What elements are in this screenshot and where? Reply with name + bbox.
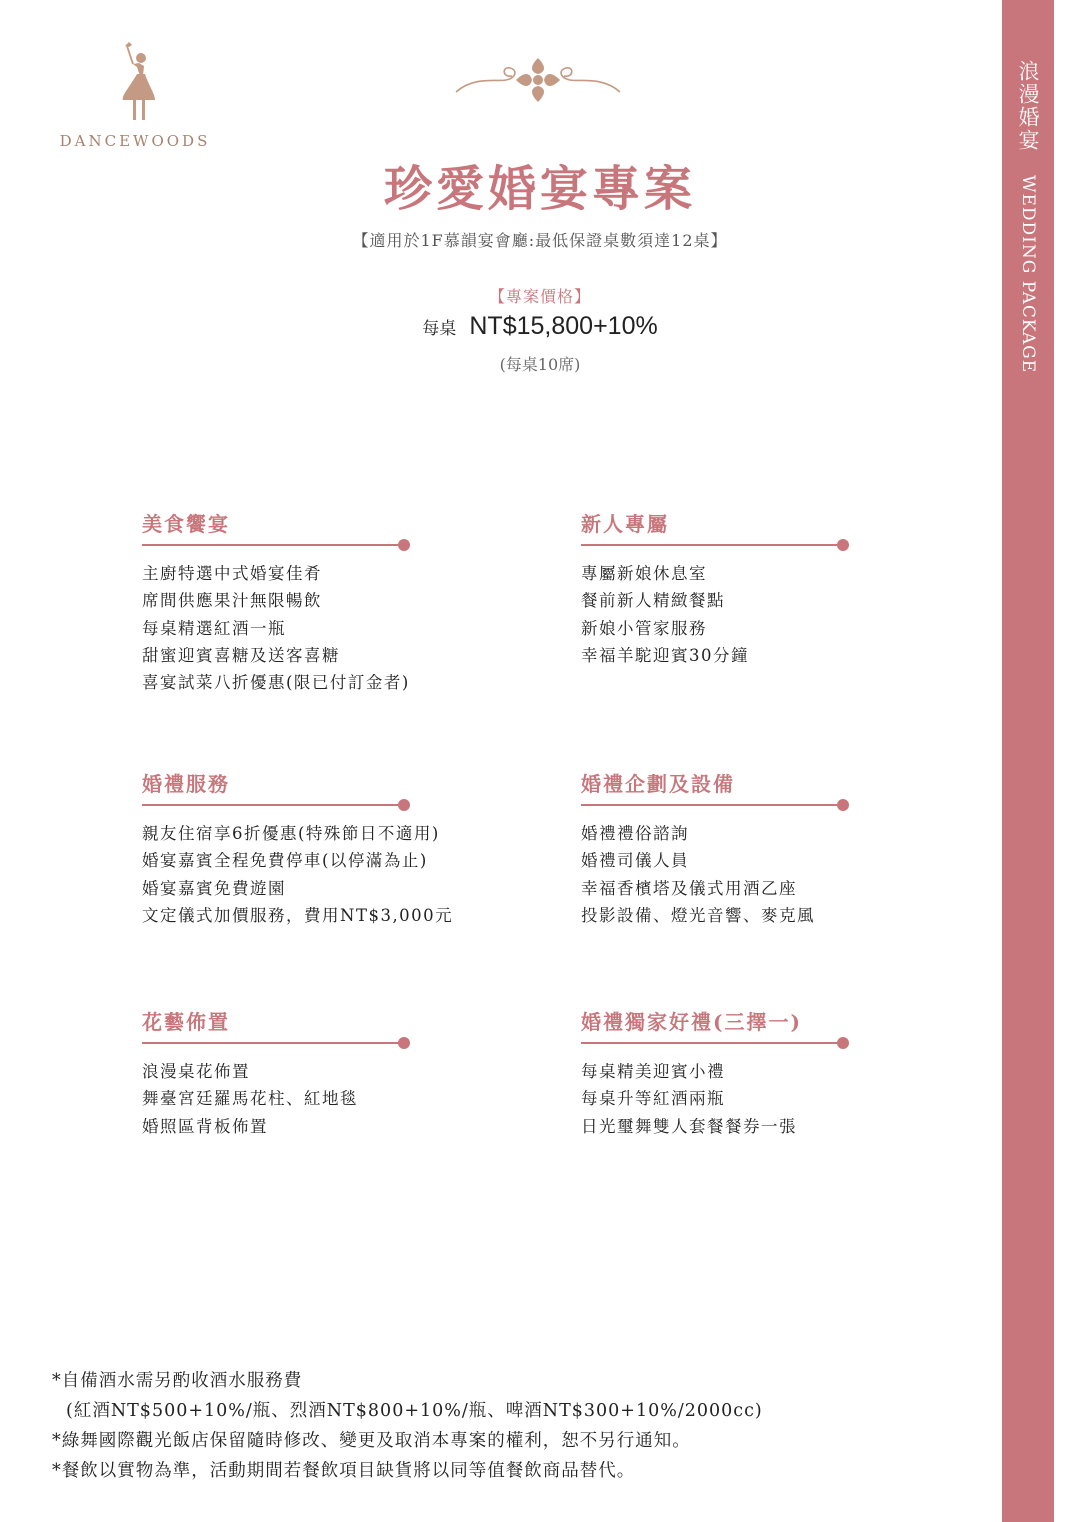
footnote: *自備酒水需另酌收酒水服務費	[52, 1371, 303, 1391]
section-title: 新人專屬	[581, 512, 669, 536]
package-price	[340, 312, 740, 341]
list-item: 席間供應果汁無限暢飲	[142, 591, 322, 611]
brand-name: DANCEWOODS	[59, 132, 211, 150]
list-item: 每桌精選紅酒一瓶	[142, 618, 286, 638]
list-item: 婚禮禮俗諮詢	[581, 824, 689, 843]
side-banner-text	[1002, 60, 1054, 373]
ornament-flourish-icon	[452, 52, 624, 108]
section-title: 婚禮獨家好禮(三擇一)	[581, 1010, 802, 1034]
section-divider	[581, 1042, 843, 1044]
footnote: *綠舞國際觀光飯店保留隨時修改、變更及取消本專案的權利，恕不另行通知。	[52, 1431, 691, 1451]
list-item: 婚禮司儀人員	[581, 851, 689, 871]
section-divider	[142, 544, 404, 546]
divider-dot-icon	[837, 539, 849, 551]
divider-dot-icon	[837, 1037, 849, 1049]
list-item: 幸福香檳塔及儀式用酒乙座	[581, 878, 797, 898]
seats-per-table: (每桌10席)	[499, 355, 581, 374]
footnote: (紅酒NT$500+10%/瓶、烈酒NT$800+10%/瓶、啤酒NT$300+10%/2000cc)	[66, 1401, 763, 1421]
list-item: 新娘小管家服務	[581, 618, 707, 638]
section-divider	[142, 804, 404, 806]
dancer-silhouette-icon	[105, 40, 165, 124]
list-item: 每桌升等紅酒兩瓶	[581, 1089, 725, 1109]
section-title: 婚禮企劃及設備	[581, 772, 735, 796]
price-label: 【專案價格】	[488, 287, 591, 306]
brand-logo	[50, 40, 220, 150]
list-item: 日光璽舞雙人套餐餐券一張	[581, 1116, 797, 1136]
list-item: 親友住宿享6折優惠(特殊節日不適用)	[142, 824, 440, 843]
list-item: 婚宴嘉賓全程免費停車(以停滿為止)	[142, 851, 428, 871]
side-banner-title-zh: 浪漫婚宴	[1016, 60, 1040, 152]
list-item: 主廚特選中式婚宴佳肴	[142, 564, 322, 583]
section-divider	[581, 804, 843, 806]
section-couple-exclusive	[581, 508, 861, 669]
price-prefix: 每桌	[422, 319, 457, 339]
divider-dot-icon	[398, 1037, 410, 1049]
section-wedding-services	[142, 768, 454, 929]
venue-requirement: 【適用於1F慕韻宴會廳:最低保證桌數須達12桌】	[352, 231, 728, 250]
list-item: 甜蜜迎賓喜糖及送客喜糖	[142, 645, 340, 665]
list-item: 幸福羊駝迎賓30分鐘	[581, 645, 749, 665]
section-divider	[142, 1042, 404, 1044]
divider-dot-icon	[398, 539, 410, 551]
section-floral-decor	[142, 1006, 422, 1140]
section-exclusive-gifts	[581, 1006, 861, 1140]
list-item: 每桌精美迎賓小禮	[581, 1062, 725, 1081]
section-title: 美食饗宴	[142, 512, 230, 536]
section-title: 花藝佈置	[142, 1010, 230, 1034]
list-item: 專屬新娘休息室	[581, 564, 707, 583]
footnote: *餐飲以實物為準，活動期間若餐飲項目缺貨將以同等值餐飲商品替代。	[52, 1461, 636, 1481]
list-item: 婚宴嘉賓免費遊園	[142, 878, 286, 898]
page-title: 珍愛婚宴專案	[383, 161, 696, 217]
side-banner-title-en: WEDDING PACKAGE	[1018, 174, 1038, 373]
section-divider	[581, 544, 843, 546]
section-title: 婚禮服務	[142, 772, 230, 796]
list-item: 喜宴試菜八折優惠(限已付訂金者)	[142, 673, 410, 693]
section-cuisine	[142, 508, 422, 696]
list-item: 浪漫桌花佈置	[142, 1062, 250, 1081]
list-item: 舞臺宮廷羅馬花柱、紅地毯	[142, 1089, 358, 1109]
list-item: 文定儀式加價服務，費用NT$3,000元	[142, 905, 454, 925]
divider-dot-icon	[398, 799, 410, 811]
list-item: 餐前新人精緻餐點	[581, 591, 725, 611]
section-planning-equipment	[581, 768, 861, 929]
list-item: 婚照區背板佈置	[142, 1116, 268, 1136]
price-value: NT$15,800+10%	[469, 312, 658, 340]
list-item: 投影設備、燈光音響、麥克風	[581, 905, 815, 925]
divider-dot-icon	[837, 799, 849, 811]
footnotes	[52, 1366, 952, 1486]
